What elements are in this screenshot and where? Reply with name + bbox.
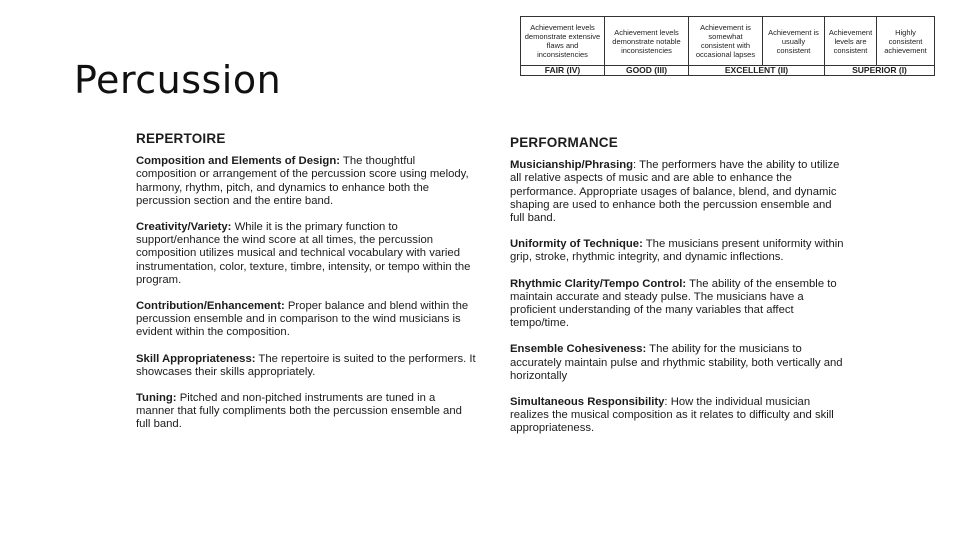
descriptor-cell: Achievement levels are consistent xyxy=(825,17,877,66)
repertoire-section xyxy=(136,132,476,445)
criterion-term: Musicianship/Phrasing xyxy=(510,159,634,172)
level-excellent: EXCELLENT (II) xyxy=(689,66,825,76)
criterion-item xyxy=(510,238,844,264)
level-fair: FAIR (IV) xyxy=(521,66,605,76)
criterion-text: : How the individual musician realizes the musical composition as it relates to difficulty and skill appropriateness. xyxy=(510,396,834,435)
criterion-text: The musicians present uniformity within grip, stroke, rhythmic integrity, and dynamic inflections. xyxy=(510,238,844,264)
criterion-term: Contribution/Enhancement: xyxy=(136,300,285,313)
slide-title: Percussion xyxy=(74,58,282,102)
criterion-text: : The performers have the ability to utilize all relative aspects of music and are able to enhance the performance. Appropriate usages of balance, blend, and dynamic shaping are used to enhance both the percussion ensemble and full band. xyxy=(510,159,840,225)
level-good: GOOD (III) xyxy=(605,66,689,76)
criterion-term: Rhythmic Clarity/Tempo Control: xyxy=(510,277,687,290)
criterion-text: The ability of the ensemble to maintain accurate and steady pulse. The musicians have a proficient understanding of the many variables that affect tempo/time. xyxy=(510,277,837,330)
criterion-item xyxy=(510,343,844,383)
criterion-term: Skill Appropriateness: xyxy=(136,352,256,365)
criterion-item xyxy=(510,159,844,225)
criterion-term: Uniformity of Technique: xyxy=(510,238,643,251)
criterion-text: While it is the primary function to support/enhance the wind score at all times, the percussion composition utilizes musical and technical vocabulary with varied instrumentation, color, texture, timbre, intensity, or tempo within the program. xyxy=(136,221,471,286)
criterion-item xyxy=(136,155,476,208)
rating-scale-table xyxy=(520,16,935,76)
performance-heading: PERFORMANCE xyxy=(510,135,618,150)
descriptor-cell: Achievement is somewhat consistent with occasional lapses xyxy=(689,17,763,66)
criterion-term: Tuning: xyxy=(136,392,177,405)
criterion-item xyxy=(136,221,476,287)
criterion-text: The ability for the musicians to accurately maintain pulse and rhythmic stability, both vertically and horizontally xyxy=(510,343,843,382)
descriptor-cell: Achievement is usually consistent xyxy=(763,17,825,66)
criterion-term: Creativity/Variety: xyxy=(136,221,232,234)
criterion-item xyxy=(136,300,476,340)
descriptor-cell: Achievement levels demonstrate notable inconsistencies xyxy=(605,17,689,66)
criterion-item xyxy=(136,353,476,379)
criterion-item xyxy=(510,396,844,436)
level-superior: SUPERIOR (I) xyxy=(825,66,935,76)
performance-section xyxy=(510,136,844,449)
repertoire-heading: REPERTOIRE xyxy=(136,131,226,146)
criterion-text: Proper balance and blend within the percussion ensemble and in comparison to the wind musicians is evident within the composition. xyxy=(136,300,469,339)
criterion-term: Composition and Elements of Design: xyxy=(136,155,340,168)
criterion-term: Simultaneous Responsibility xyxy=(510,396,665,409)
descriptor-cell: Highly consistent achievement xyxy=(877,17,935,66)
level-row xyxy=(521,66,935,76)
criterion-item xyxy=(136,392,476,432)
descriptor-row xyxy=(521,17,935,66)
criterion-term: Ensemble Cohesiveness: xyxy=(510,343,647,356)
descriptor-cell: Achievement levels demonstrate extensive flaws and inconsistencies xyxy=(521,17,605,66)
criterion-text: The repertoire is suited to the performers. It showcases their skills appropriately. xyxy=(136,352,476,378)
criterion-item xyxy=(510,278,844,331)
criterion-text: Pitched and non-pitched instruments are tuned in a manner that fully compliments both the percussion ensemble and full band. xyxy=(136,392,462,431)
criterion-text: The thoughtful composition or arrangement of the percussion score using melody, harmony, rhythm, pitch, and dynamics to enhance both the percussion section and the entire band. xyxy=(136,155,469,207)
